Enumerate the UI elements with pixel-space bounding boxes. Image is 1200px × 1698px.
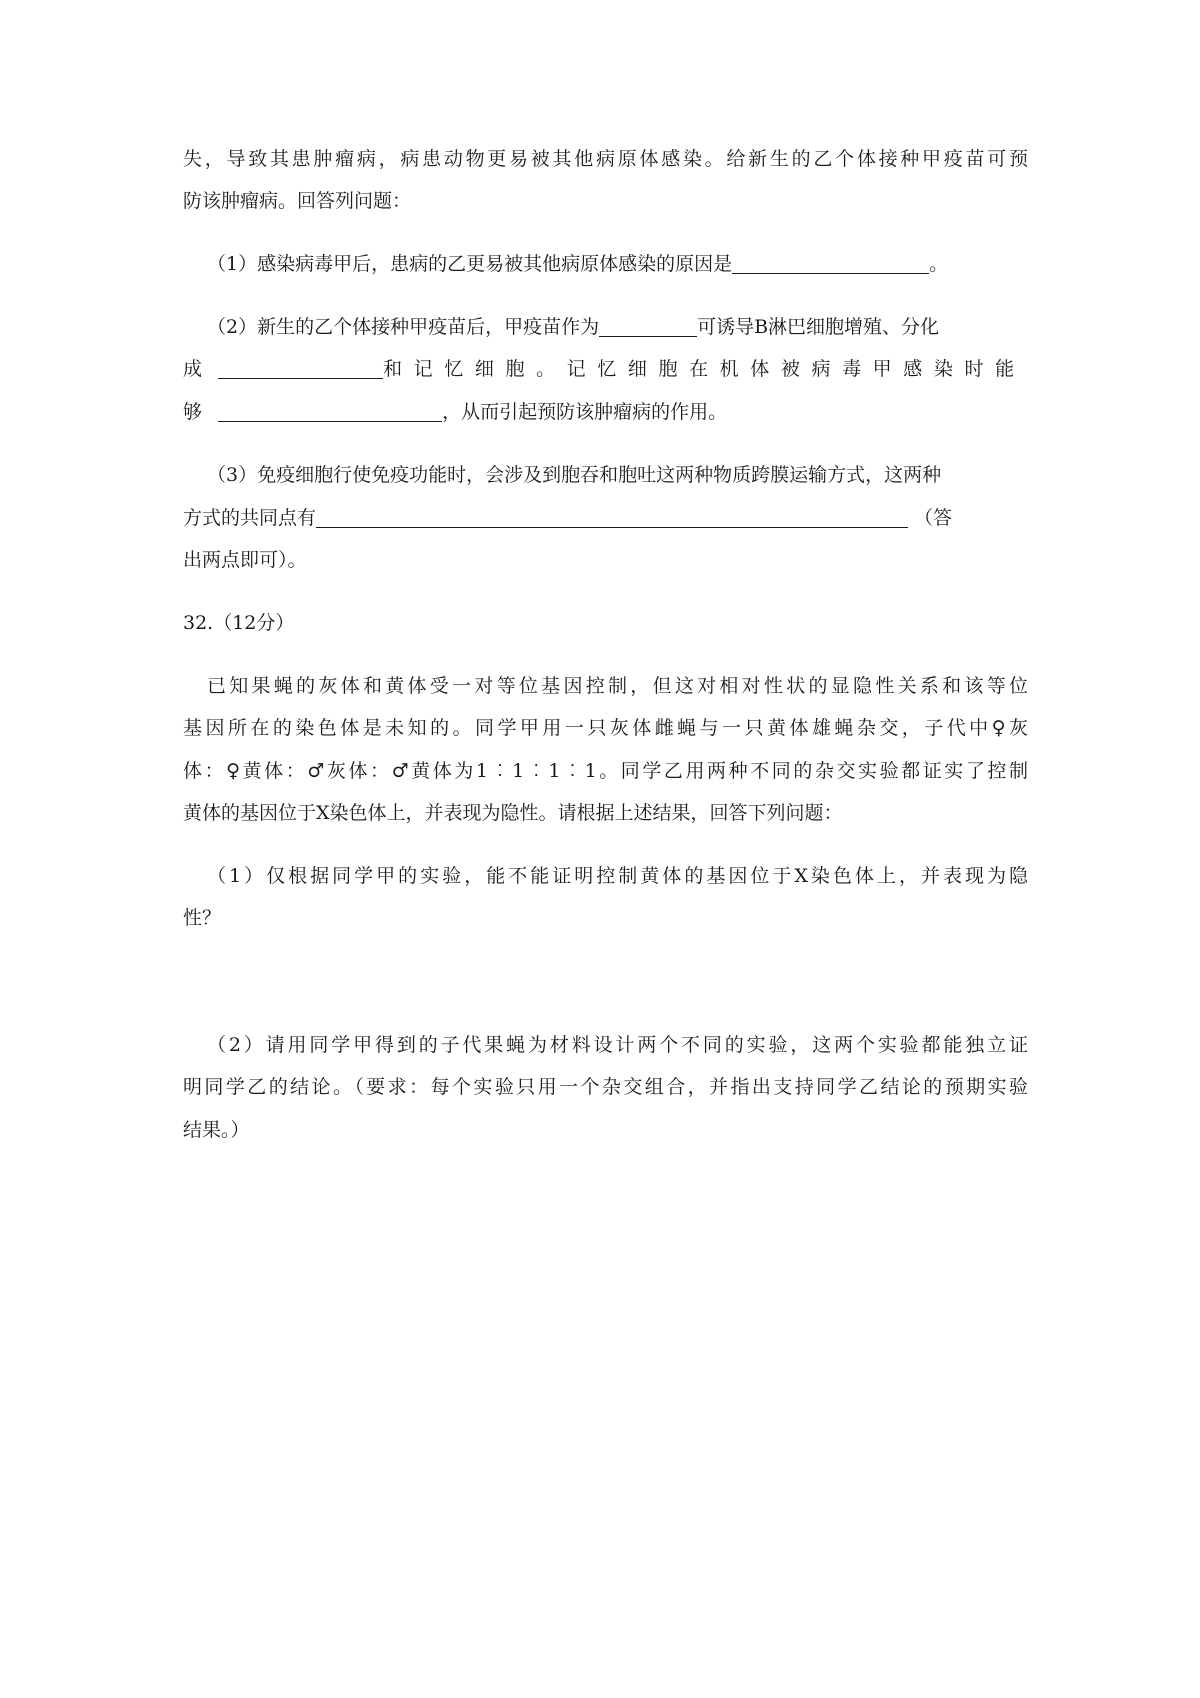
q32-sub2-line-3: 结果。） (183, 1119, 250, 1141)
q31-part2-line2-start: 成 (183, 358, 203, 380)
q32-stem-line-1: 已知果蝇的灰体和黄体受一对等位基因控制，但这对相对性状的显隐性关系和该等位 (207, 675, 1028, 697)
q31-part2-line2-rest: 和记忆细胞。记忆细胞在机体被病毒甲感染时能 (383, 358, 1026, 380)
q31-part2-line2 (183, 355, 1028, 383)
q32-sub1-line-2: 性？ (183, 907, 222, 929)
q31-part2-text: （2）新生的乙个体接种甲疫苗后，甲疫苗作为 (207, 316, 600, 338)
answer-blank[interactable] (316, 505, 908, 528)
intro-line-1: 失，导致其患肿瘤病，病患动物更易被其他病原体感染。给新生的乙个体接种甲疫苗可预 (183, 148, 1028, 170)
q32-header: 32.（12分） (183, 612, 295, 634)
q32-sub2-line-2: 明同学乙的结论。（要求：每个实验只用一个杂交组合，并指出支持同学乙结论的预期实验 (183, 1076, 1028, 1098)
q31-part2-line3-start: 够 (183, 401, 203, 423)
q32-sub2-line-1: （2）请用同学甲得到的子代果蝇为材料设计两个不同的实验，这两个实验都能独立证 (207, 1034, 1028, 1056)
q31-part2-line1 (207, 313, 1032, 341)
answer-blank[interactable] (218, 356, 383, 379)
q31-part3-line2-end: （答 (914, 507, 953, 529)
q31-part2-line3-rest: ，从而引起预防该肿瘤病的作用。 (442, 401, 728, 423)
q31-part1-text: （1）感染病毒甲后，患病的乙更易被其他病原体感染的原因是 (207, 253, 733, 275)
answer-blank[interactable] (218, 399, 442, 422)
q31-part2-text-cont: 可诱导B淋巴细胞增殖、分化 (697, 316, 940, 338)
q31-part1 (207, 250, 1032, 278)
q31-part1-end: 。 (929, 253, 949, 275)
q32-stem-line-4: 黄体的基因位于X染色体上，并表现为隐性。请根据上述结果，回答下列问题： (183, 802, 843, 824)
q32-stem-line-3: 体：♀黄体：♂灰体：♂黄体为1︰1︰1︰1。同学乙用两种不同的杂交实验都证实了控制 (183, 760, 1028, 782)
q31-part2-line3 (183, 398, 1028, 426)
q31-part3-line2 (183, 504, 1028, 532)
q32-sub1-line-1: （1）仅根据同学甲的实验，能不能证明控制黄体的基因位于X染色体上，并表现为隐 (207, 865, 1028, 887)
q31-part3-line3: 出两点即可）。 (183, 549, 307, 571)
answer-blank[interactable] (732, 251, 929, 274)
q32-stem-line-2: 基因所在的染色体是未知的。同学甲用一只灰体雌蝇与一只黄体雄蝇杂交，子代中♀灰 (183, 717, 1028, 739)
q31-part3-line2-text: 方式的共同点有 (183, 507, 317, 529)
q31-part3-line1: （3）免疫细胞行使免疫功能时，会涉及到胞吞和胞吐这两种物质跨膜运输方式，这两种 (207, 464, 942, 486)
answer-blank[interactable] (599, 314, 697, 337)
intro-line-2: 防该肿瘤病。回答列问题： (183, 190, 412, 212)
